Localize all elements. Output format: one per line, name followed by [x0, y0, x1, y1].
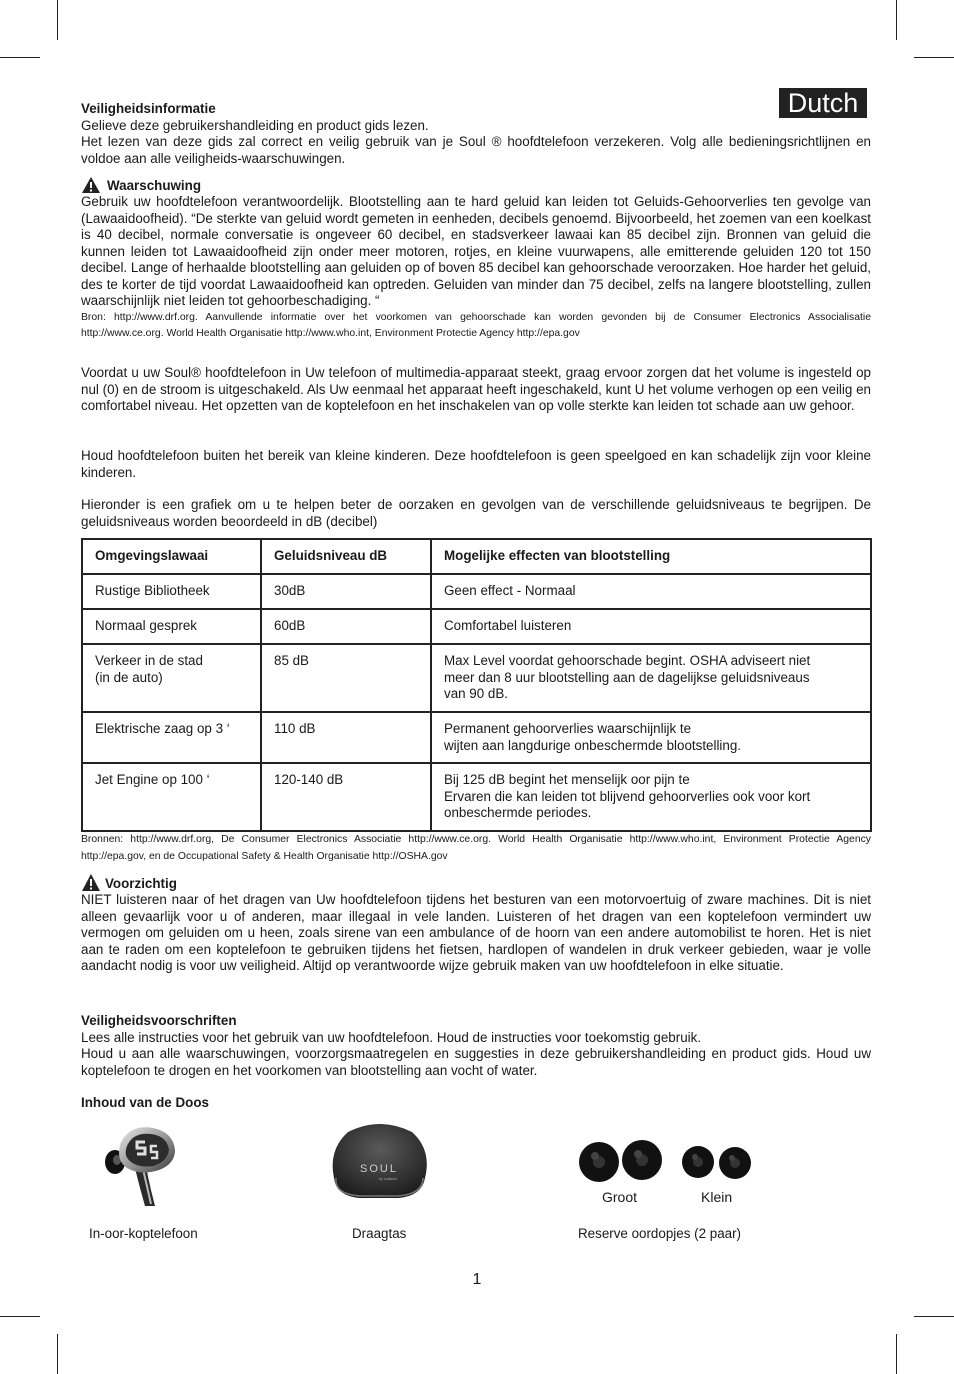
earphone-image	[101, 1116, 183, 1208]
table-header-row	[82, 539, 871, 574]
volume-paragraph-block	[81, 365, 871, 415]
box-contents	[81, 1110, 871, 1250]
crop-mark	[0, 57, 40, 58]
rules-line-2: Houd u aan alle waarschuwingen, voorzorgsmaatregelen en suggesties in deze gebruikershandleiding en product gids. Houd uw koptelefoon te drogen en het voorkomen van blootstelling aan vocht of water.	[81, 1046, 871, 1078]
table-row	[82, 712, 871, 763]
table-row	[82, 644, 871, 712]
chart-paragraph-block	[81, 497, 871, 530]
table-header-cell: Omgevingslawaai	[82, 539, 261, 574]
children-paragraph-block	[81, 448, 871, 481]
rules-title: Veiligheidsvoorschriften	[81, 1013, 237, 1028]
table-row	[82, 763, 871, 831]
table-cell-effect	[431, 712, 871, 763]
small-eartips-image	[679, 1142, 757, 1184]
table-cell-environment: Rustige Bibliotheek	[82, 574, 261, 609]
caution-title: Voorzichtig	[105, 875, 177, 891]
table-cell-effect: Comfortabel luisteren	[431, 609, 871, 644]
language-badge: Dutch	[779, 88, 867, 118]
table-cell-environment: Normaal gesprek	[82, 609, 261, 644]
crop-mark	[896, 0, 897, 40]
effect-line: Max Level voordat gehoorschade begint. OSHA adviseert niet	[444, 653, 811, 668]
crop-mark	[914, 57, 954, 58]
crop-mark	[0, 1316, 40, 1317]
children-paragraph: Houd hoofdtelefoon buiten het bereik van kleine kinderen. Deze hoofdtelefoon is geen speelgoed en kan schadelijk zijn voor kleine kinderen.	[81, 448, 871, 480]
table-cell-environment	[82, 644, 261, 712]
environment-line: (in de auto)	[95, 669, 163, 685]
warning-icon	[81, 176, 101, 194]
case-logo-subtext: by Ludacris	[379, 1177, 397, 1181]
table-cell-environment: Elektrische zaag op 3 ‘	[82, 712, 261, 763]
table-cell-level: 30dB	[261, 574, 431, 609]
crop-mark	[896, 1334, 897, 1374]
crop-mark	[57, 0, 58, 40]
effect-line: onbeschermde periodes.	[444, 805, 592, 820]
volume-paragraph: Voordat u uw Soul® hoofdtelefoon in Uw telefoon of multimedia-apparaat steekt, graag ervoor zorgen dat het volume is ingesteld op nul (0) en de stroom is uitgeschakeld. Als Uw eenmaal het apparaat heeft ingeschakeld, kunt U het volume verhogen op een veilig en comfortabel niveau. Het opzetten van de koptelefoon en het inschakelen van op volle sterkte kan leiden tot schade aan uw gehoor.	[81, 365, 871, 413]
caution-heading	[81, 873, 871, 892]
chart-paragraph: Hieronder is een grafiek om u te helpen beter de oorzaken en gevolgen van de verschillende geluidsniveaus te begrijpen. De geluidsniveaus worden beoordeeld in dB (decibel)	[81, 497, 871, 529]
eartip-large-label: Groot	[602, 1189, 638, 1205]
caution-section	[81, 873, 871, 975]
carry-case-image	[328, 1120, 431, 1200]
intro-title: Veiligheidsinformatie	[81, 101, 216, 116]
table-cell-level: 85 dB	[261, 644, 431, 712]
table-cell-effect	[431, 644, 871, 712]
effect-line: Permanent gehoorverlies waarschijnlijk te	[444, 721, 692, 736]
table-row	[82, 574, 871, 609]
effect-line: wijten aan langdurige onbeschermde blootstelling.	[444, 737, 742, 753]
table-row	[82, 609, 871, 644]
sources-text: Bronnen: http://www.drf.org, De Consumer Electronics Associatie http://www.ce.org. World Health Organisatie http://www.who.int, Environment Protectie Agency http://epa.gov, en de Occupational Safety & Health Organisatie http://OSHA.gov	[81, 834, 871, 862]
case-logo-text: SOUL	[360, 1163, 398, 1175]
effect-line: meer dan 8 uur blootstelling aan de dagelijkse geluidsniveaus	[444, 669, 810, 685]
rules-line-1: Lees alle instructies voor het gebruik van uw hoofdtelefoon. Houd de instructies voor toekomstig gebruik.	[81, 1029, 702, 1045]
sound-level-table	[81, 538, 872, 832]
intro-section	[81, 101, 871, 167]
intro-line-2: Het lezen van deze gids zal correct en veilig gebruik van je Soul ® hoofdtelefoon verzekeren. Volg alle bedieningsrichtlijnen en voldoe aan alle veiligheids-waarschuwingen.	[81, 134, 871, 166]
table-cell-level: 120-140 dB	[261, 763, 431, 831]
item-label-case: Draagtas	[352, 1226, 407, 1241]
caution-icon	[81, 873, 101, 892]
box-title: Inhoud van de Doos	[81, 1095, 209, 1110]
environment-line: Verkeer in de stad	[95, 653, 203, 668]
warning-section	[81, 176, 871, 343]
effect-line: van 90 dB.	[444, 686, 509, 701]
table-cell-level: 60dB	[261, 609, 431, 644]
caution-body: NIET luisteren naar of het dragen van Uw hoofdtelefoon tijdens het besturen van een motorvoertuig of zware machines. Dit is niet alleen gevaarlijk voor u of anderen, maar illegaal in vele landen. Luisteren of het dragen van een koptelefoon vermindert uw vermogen om geluiden om u heen, zoals sirene van een ambulance of de hoorn van een andere automobilist te horen. Het is niet aan te raden om een koptelefoon te gebruiken tijdens het fietsen, hardlopen of wandelen in druk verkeer gebieden, waar je volle aandacht nodig is voor uw veiligheid. Altijd op verantwoorde wijze gebruik maken van uw hoofdtelefoon in elke situatie.	[81, 892, 871, 973]
crop-mark	[57, 1334, 58, 1374]
table-header-cell: Geluidsniveau dB	[261, 539, 431, 574]
table-header-cell: Mogelijke effecten van blootstelling	[431, 539, 871, 574]
warning-source: Bron: http://www.drf.org. Aanvullende informatie over het voorkomen van gehoorschade kan worden gevonden bij de Consumer Electronics Associalisatie http://www.ce.org. World Health Organisatie http://www.who.int, Environment Protectie Agency http://epa.gov	[81, 311, 871, 340]
intro-line-1: Gelieve deze gebruikershandleiding en product gids lezen.	[81, 117, 429, 133]
warning-heading	[81, 176, 871, 194]
effect-line: Bij 125 dB begint het menselijk oor pijn te	[444, 772, 690, 787]
rules-section	[81, 1013, 871, 1079]
table-cell-level: 110 dB	[261, 712, 431, 763]
page-number: 1	[472, 1271, 482, 1288]
large-eartips-image	[576, 1136, 666, 1184]
item-label-eartips: Reserve oordopjes (2 paar)	[578, 1226, 742, 1241]
table-cell-effect: Geen effect - Normaal	[431, 574, 871, 609]
sources-block	[81, 832, 871, 866]
crop-mark	[914, 1316, 954, 1317]
table-cell-effect	[431, 763, 871, 831]
table-cell-environment: Jet Engine op 100 ‘	[82, 763, 261, 831]
warning-body: Gebruik uw hoofdtelefoon verantwoordelijk. Blootstelling aan te hard geluid kan leiden tot Geluids-Gehoorverlies ten gevolge van (Lawaaidoofheid). “De sterkte van geluid wordt gemeten in eenheden, decibels genoemd. Bijvoorbeeld, het zoemen van een koelkast is 40 decibel, normale conversatie is ongeveer 60 decibel, en stadsverkeer lawaai kan 85 decibel zijn. Bronnen van geluid die kunnen leiden tot Lawaaidoofheid zijn onder meer motoren, rotjes, en kleine vuurwapens, alle emitterende geluiden 120 tot 150 decibel. Lange of herhaalde blootstelling aan geluiden op of boven 85 decibel kan gehoorschade veroorzaken. Hoe harder het geluid, des te korter de tijd voordat Lawaaidoofheid kan optreden. Geluiden van minder dan 75 decibel, zelfs na langere blootstelling, zullen waarschijnlijk niet leiden tot gehoorbeschadiging. “	[81, 194, 871, 308]
eartip-small-label: Klein	[701, 1189, 733, 1205]
effect-line: Ervaren die kan leiden tot blijvend gehoorverlies ook voor kort	[444, 788, 811, 804]
warning-title: Waarschuwing	[107, 177, 201, 193]
item-label-earphone: In-oor-koptelefoon	[89, 1226, 198, 1241]
